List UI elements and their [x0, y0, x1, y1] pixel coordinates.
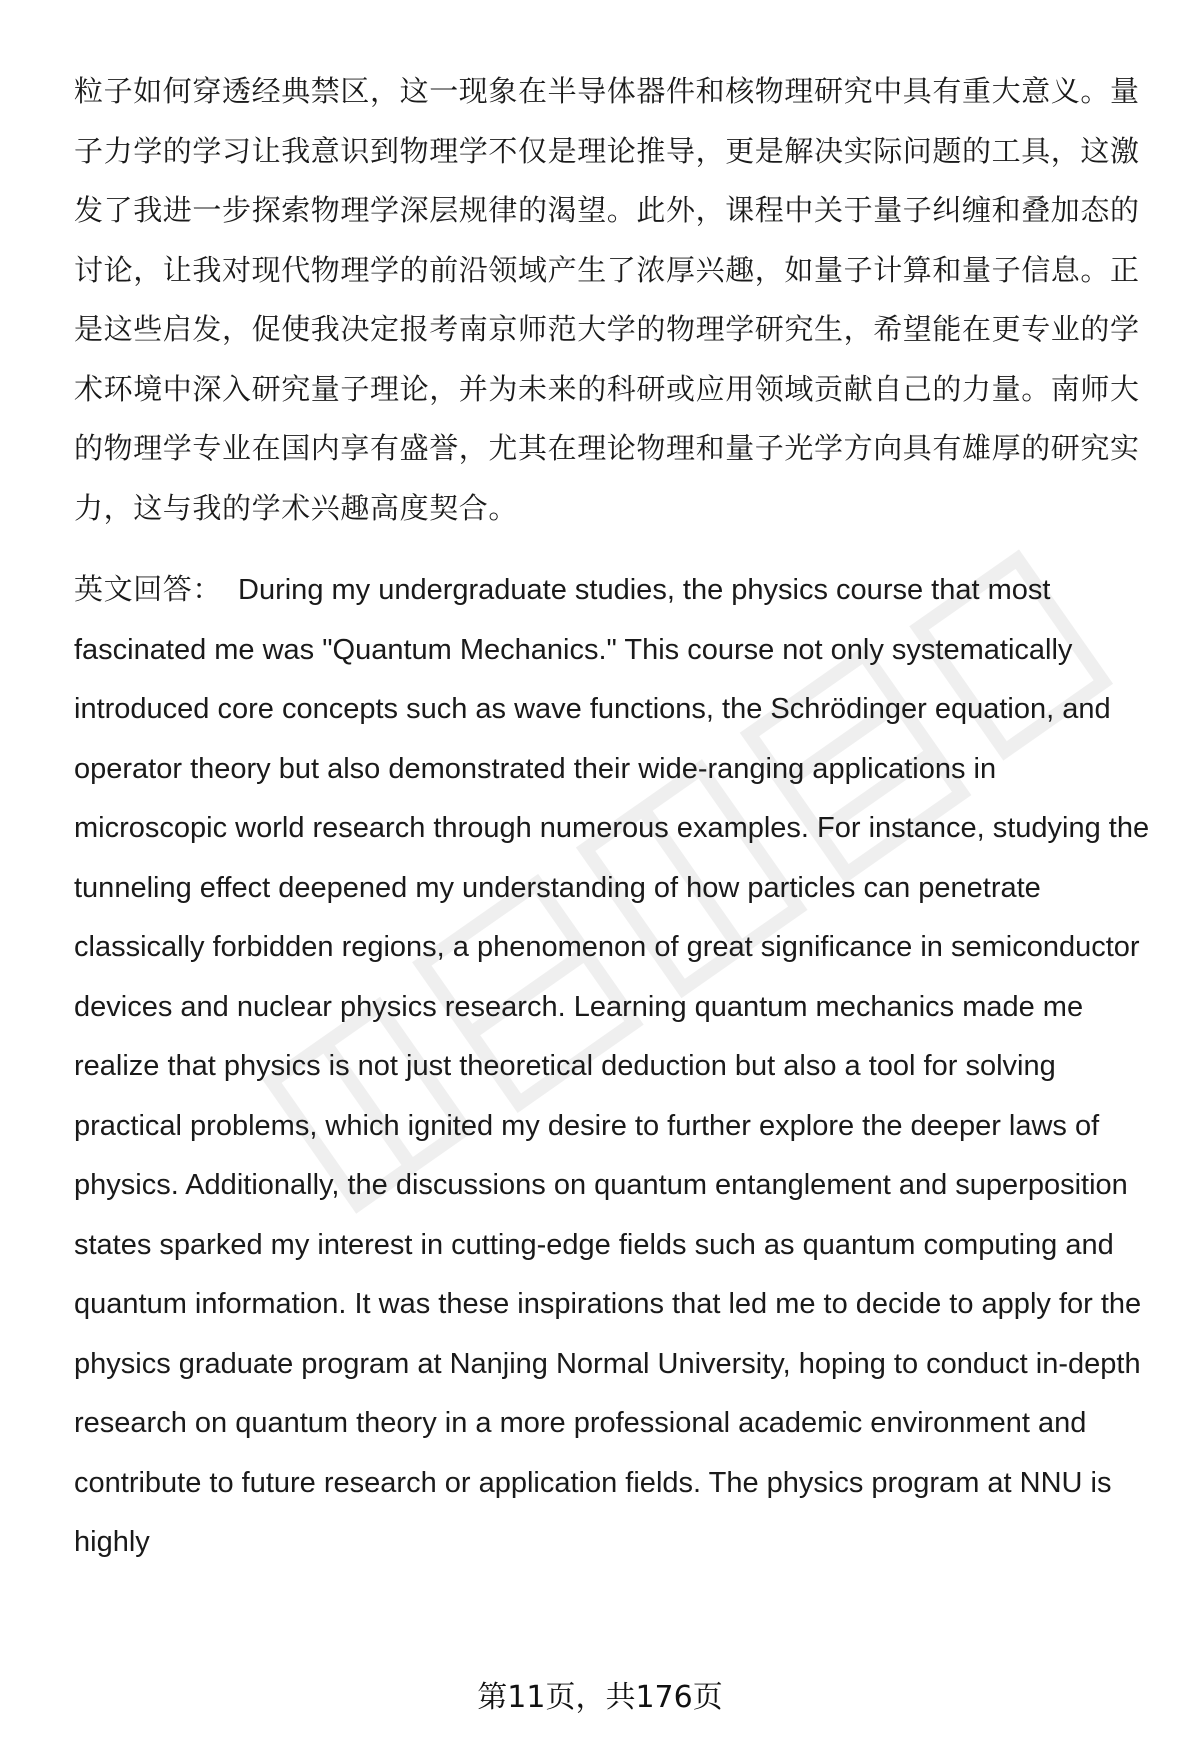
english-answer-text: During my undergraduate studies, the physics course that most fascinated me was "Quantum Mechanics." This course not only systematically introduced core concepts such as wave functions, the Schrödinger equation, and operator theory but also demonstrated their wide-ranging applications in microscopic world research through numerous examples. For instance, studying the tunneling effect deepened my understanding of how particles can penetrate classically forbidden regions, a phenomenon of great significance in semiconductor devices and nuclear physics research. Learning quantum mechanics made me realize that physics is not just theoretical deduction but also a tool for solving practical problems, which ignited my desire to further explore the deeper laws of physics. Additionally, the discussions on quantum entanglement and superposition states sparked my interest in cutting-edge fields such as quantum computing and quantum information. It was these inspirations that led me to decide to apply for the physics graduate program at Nanjing Normal University, hoping to conduct in-depth research on quantum theory in a more professional academic environment and contribute to future research or application fields. The physics program at NNU is highly	[74, 574, 1150, 1558]
chinese-answer-paragraph: 粒子如何穿透经典禁区，这一现象在半导体器件和核物理研究中具有重大意义。量子力学的学习让我意识到物理学不仅是理论推导，更是解决实际问题的工具，这激发了我进一步探索物理学深层规律的渴望。此外，课程中关于量子纠缠和叠加态的讨论，让我对现代物理学的前沿领域产生了浓厚兴趣，如量子计算和量子信息。正是这些启发，促使我决定报考南京师范大学的物理学研究生，希望能在更专业的学术环境中深入研究量子理论，并为未来的科研或应用领域贡献自己的力量。南师大的物理学专业在国内享有盛誉，尤其在理论物理和量子光学方向具有雄厚的研究实力，这与我的学术兴趣高度契合。	[74, 74, 1140, 525]
document-body	[74, 62, 1154, 1573]
page-number-footer: 第11页，共176页	[477, 1680, 723, 1715]
english-answer-paragraph	[74, 560, 1154, 1573]
english-answer-label: 英文回答：	[74, 572, 223, 606]
